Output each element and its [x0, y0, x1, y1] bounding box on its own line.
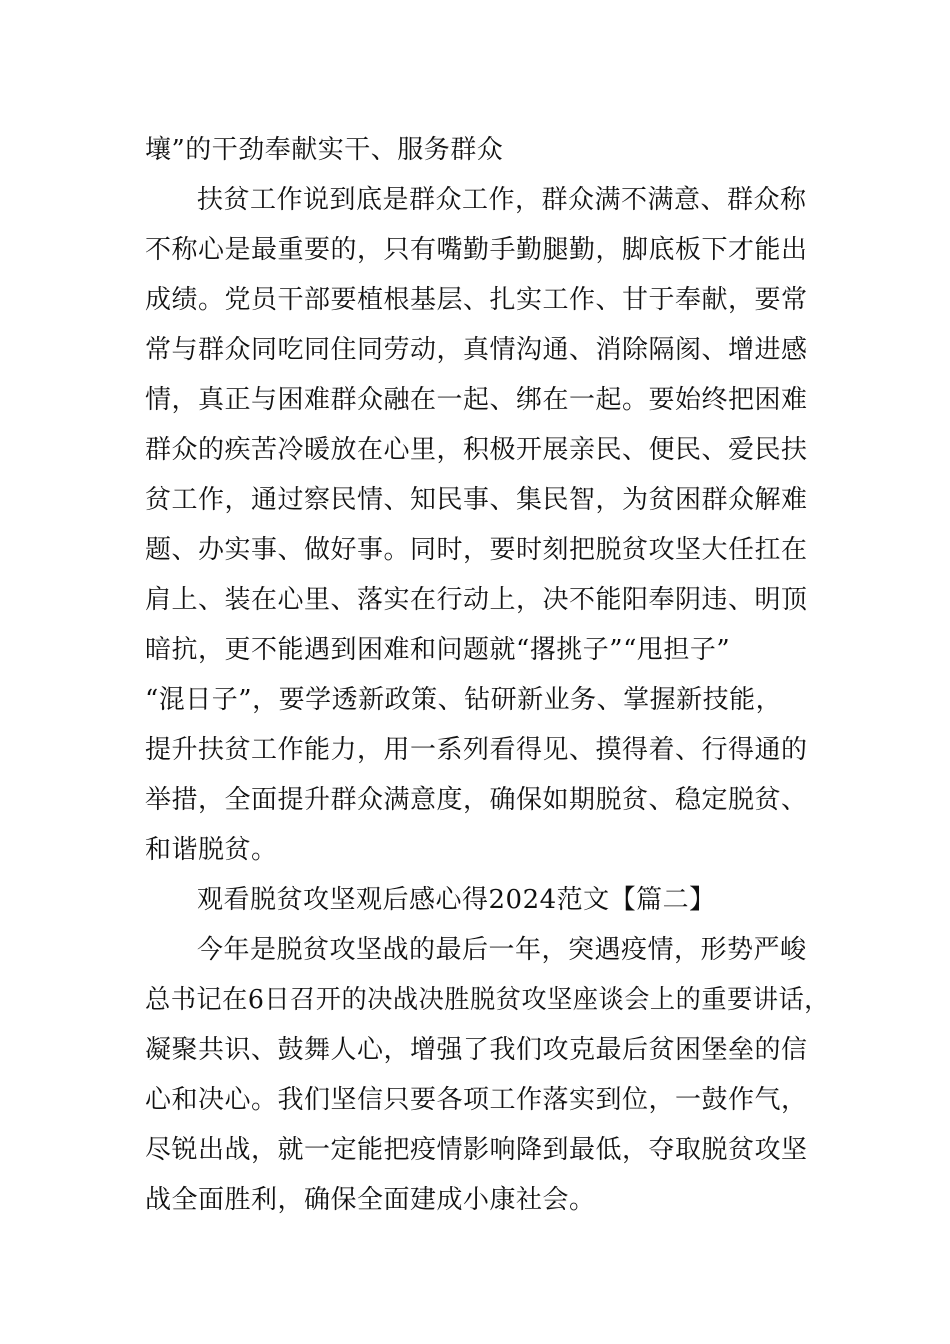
text-line: 暗抗，更不能遇到困难和问题就“撂挑子”“甩担子”	[145, 635, 731, 665]
text-line: 成绩。党员干部要植根基层、扎实工作、甘于奉献，要常	[145, 285, 808, 315]
text-line: 题、办实事、做好事。同时，要时刻把脱贫攻坚大任扛在	[145, 535, 808, 565]
text-line: “混日子”，要学透新政策、钻研新业务、掌握新技能，	[145, 685, 783, 715]
section-heading: 观看脱贫攻坚观后感心得2024范文【篇二】	[197, 885, 716, 915]
text-line: 举措，全面提升群众满意度，确保如期脱贫、稳定脱贫、	[145, 785, 808, 815]
text-line: 情，真正与困难群众融在一起、绑在一起。要始终把困难	[145, 385, 808, 415]
paragraph-first-line: 扶贫工作说到底是群众工作，群众满不满意、群众称	[197, 185, 807, 215]
text-line: 心和决心。我们坚信只要各项工作落实到位，一鼓作气，	[145, 1085, 808, 1115]
text-line: 常与群众同吃同住同劳动，真情沟通、消除隔阂、增进感	[145, 335, 808, 365]
text-line: 凝聚共识、鼓舞人心，增强了我们攻克最后贫困堡垒的信	[145, 1035, 808, 1065]
text-line: 壤”的干劲奉献实干、服务群众	[145, 135, 504, 165]
text-line: 战全面胜利，确保全面建成小康社会。	[145, 1185, 596, 1215]
text-line: 和谐脱贫。	[145, 835, 278, 865]
text-line: 贫工作，通过察民情、知民事、集民智，为贫困群众解难	[145, 485, 808, 515]
text-line: 群众的疾苦冷暖放在心里，积极开展亲民、便民、爱民扶	[145, 435, 808, 465]
text-line: 不称心是最重要的，只有嘴勤手勤腿勤，脚底板下才能出	[145, 235, 808, 265]
text-line: 总书记在6日召开的决战决胜脱贫攻坚座谈会上的重要讲话，	[145, 985, 830, 1015]
text-line: 尽锐出战，就一定能把疫情影响降到最低，夺取脱贫攻坚	[145, 1135, 808, 1165]
paragraph-first-line: 今年是脱贫攻坚战的最后一年，突遇疫情，形势严峻	[197, 935, 807, 965]
text-line: 肩上、装在心里、落实在行动上，决不能阳奉阴违、明顶	[145, 585, 808, 615]
text-line: 提升扶贫工作能力，用一系列看得见、摸得着、行得通的	[145, 735, 808, 765]
